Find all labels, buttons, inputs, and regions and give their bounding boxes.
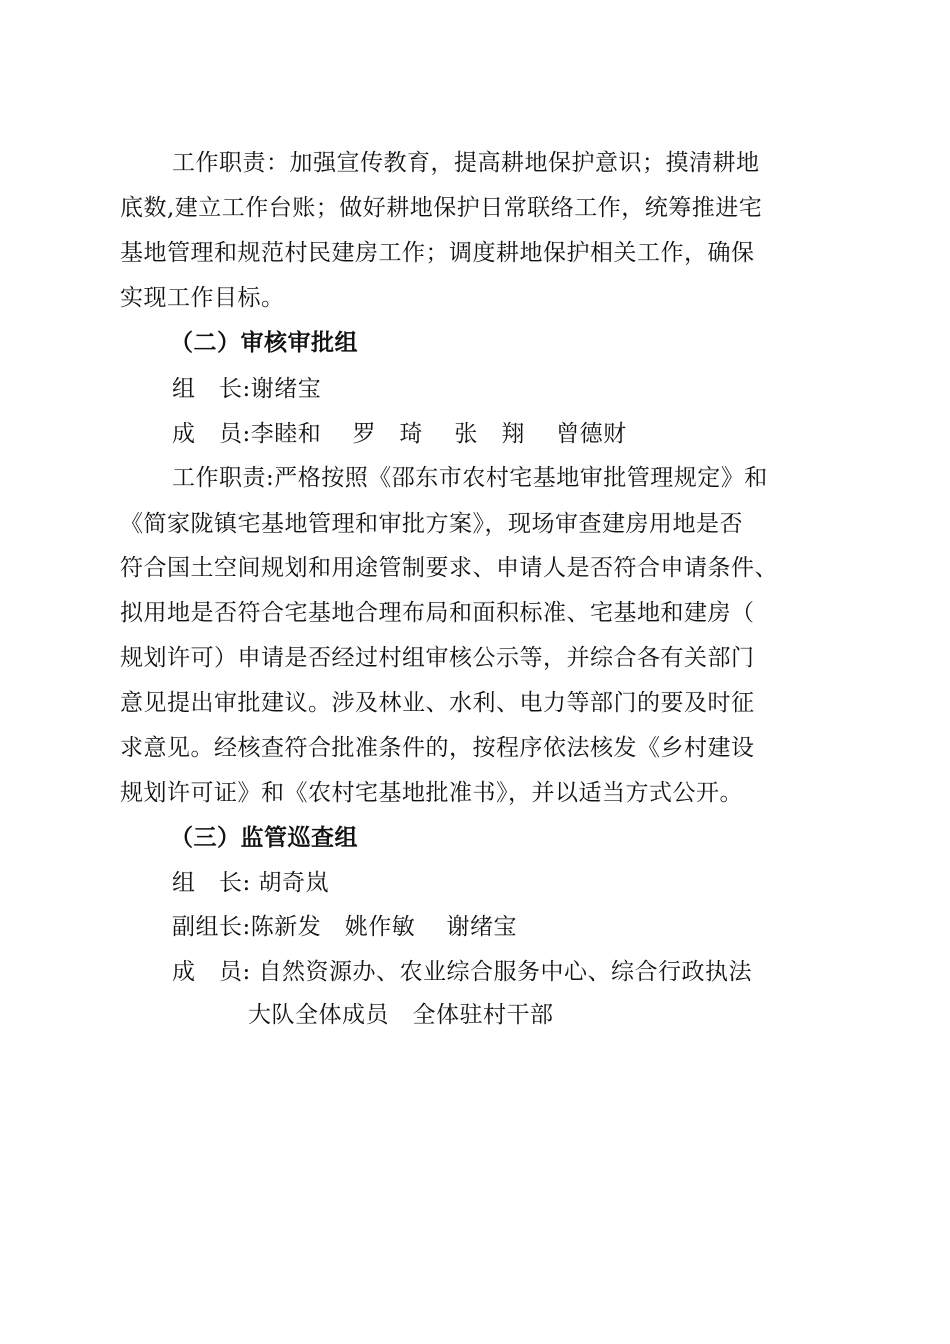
section-heading-review-approval: （二）审核审批组 — [170, 330, 358, 356]
duty-paragraph-line: 符合国土空间规划和用途管制要求、申请人是否符合申请条件、 — [120, 555, 778, 581]
duty-paragraph-line: 工作职责：加强宣传教育，提高耕地保护意识；摸清耕地 — [172, 150, 760, 176]
section-heading-supervision-patrol: （三）监管巡查组 — [170, 825, 358, 851]
group-members-line: 成 员:李睦和 罗 琦 张 翔 曾德财 — [172, 421, 627, 447]
group-leader-line: 组 长: 胡奇岚 — [172, 870, 330, 896]
group-members-continuation: 大队全体成员 全体驻村干部 — [248, 1002, 554, 1028]
duty-paragraph-line: 《简家陇镇宅基地管理和审批方案》，现场审查建房用地是否 — [120, 511, 743, 537]
group-leader-line: 组 长:谢绪宝 — [172, 376, 322, 402]
deputy-leader-line: 副组长:陈新发 姚作敏 谢绪宝 — [172, 914, 518, 940]
duty-paragraph-line: 意见提出审批建议。涉及林业、水利、电力等部门的要及时征 — [120, 690, 755, 716]
duty-paragraph-line: 底数,建立工作台账；做好耕地保护日常联络工作，统筹推进宅 — [120, 195, 763, 221]
duty-paragraph-line: 实现工作目标。 — [120, 285, 285, 311]
duty-paragraph-line: 规划许可证》和《农村宅基地批准书》，并以适当方式公开。 — [120, 780, 743, 806]
duty-paragraph-line: 工作职责:严格按照《邵东市农村宅基地审批管理规定》和 — [172, 465, 768, 491]
group-members-line: 成 员: 自然资源办、农业综合服务中心、综合行政执法 — [172, 959, 753, 985]
duty-paragraph-line: 规划许可）申请是否经过村组审核公示等，并综合各有关部门 — [120, 645, 755, 671]
duty-paragraph-line: 拟用地是否符合宅基地合理布局和面积标准、宅基地和建房（ — [120, 600, 755, 626]
duty-paragraph-line: 求意见。经核查符合批准条件的，按程序依法核发《乡村建设 — [120, 735, 755, 761]
duty-paragraph-line: 基地管理和规范村民建房工作；调度耕地保护相关工作，确保 — [120, 240, 755, 266]
